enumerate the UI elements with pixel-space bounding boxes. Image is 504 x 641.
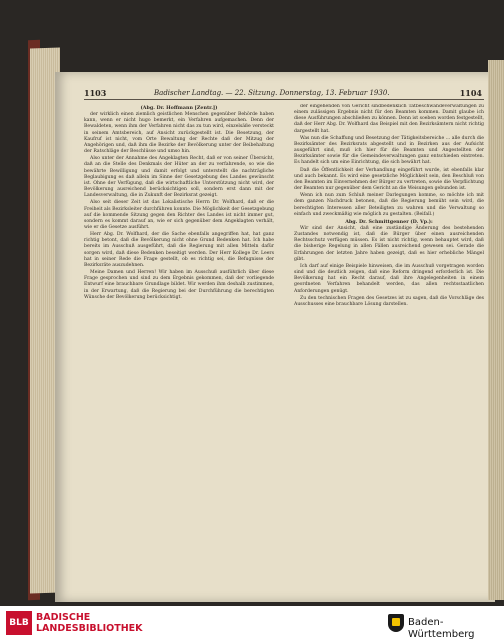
text-column-right — [294, 104, 484, 594]
library-name — [36, 612, 143, 634]
header-rule — [84, 99, 484, 100]
page-number-right: 1104 — [459, 88, 482, 98]
paragraph: Herr Abg. Dr. Wolfhard, der die Sache ebenfalls angegriffen hat, hat ganz richtig betont, daß die Bevölkerung nicht ohne Grund Bedenken hat. Ich habe bereits im Ausschuß ausgeführt, daß die Regierung mit allen Mitteln dafür sorgen wird, daß diese Bedenken beseitigt werden. Der Herr Kollege Dr. Leers hat in seiner Rede die Frage gestellt, ob es richtig sei, die Befugnisse der Bezirksräte auszudehnen. — [84, 232, 274, 268]
paragraph: Ich darf auf einige Beispiele hinweisen, die im Ausschuß vorgetragen worden sind und die deutlich zeigen, daß eine Reform dringend erforderlich ist. Die Bevölkerung hat ein Recht darauf, daß ihre Angelegenheiten in einem geordneten Verfahren behandelt werden, das allen rechtsstaatlichen Anforderungen genügt. — [294, 263, 484, 294]
paragraph: Also seit dieser Zeit ist das Lokalistische Herrn Dr. Wolfhard, daß er die Freiheit als Bezirksleiter durchführen konnte. Die Möglichkeit der Gesetzgebung auf die kommende Sitzung gegen den Richter des Landes ist nicht immer gut, sondern es kommt darauf an, wie er sich gegenüber dem Angeklagten verhält, wie er die Gesetze ausführt. — [84, 200, 274, 230]
paragraph: Zu den technischen Fragen des Gesetzes ist zu sagen, daß die Vorschläge des Ausschusses eine brauchbare Lösung darstellen. — [294, 295, 484, 307]
state-crest-icon — [388, 614, 404, 632]
paragraph: Was nun die Schaffung und Besetzung der Tätigkeitsbereiche ... alle durch die Bezirksämter des Bezirksrats abgestellt und in Bezirken aus der Aufsicht ausgeführt sind, muß ich hier für die Beamten und Angestellten der Bezirksämter sowie für die Gemeindeverwaltungen ganz entschieden eintreten. Es handelt sich um eine Einrichtung, die sich bewährt hat. — [294, 135, 484, 166]
paragraph: Daß die Öffentlichkeit der Verhandlung eingeführt wurde, ist ebenfalls klar und auch bekannt. Es wird eine gesetzliche Möglichkeit sein, den Beschluß von den Beamten im Einvernehmen der Bürger zu vertreten, sowie die Verpflichtung der Beamten nur gegenüber dem Gericht an die Weisungen gebunden ist. — [294, 167, 484, 192]
library-name-line2: LANDESBIBLIOTHEK — [36, 623, 143, 634]
page-stack-right — [488, 60, 504, 600]
paragraph: der eingehenden von Gericht sindbedenklich Tatbeschwändeverwaltungen zu einem zulässigen Ergebnis nicht für den Beamten kommen. Damit glaube ich diese Ausführungen abschließen zu können. Denn ist soeben worden festgestellt, daß der Herr Abg. Dr. Wolfhard das Beispiel mit den Bezirksämtern nicht richtig dargestellt hat. — [294, 104, 484, 134]
speaker-tag: (Abg. Dr. Hoffmann [Zentr.]) — [140, 105, 218, 111]
paragraph: Also unter der Annahme des Angeklagten Recht, daß er von seiner Übersicht, daß an die Stelle des Denkmals der Hüter an der zu verfahrende, so wie die bewährte Bewilligung und damit erfolgt und unterstellt die nachträgliche Beglaubigung es daß allein im Sinne der Gesetzgebung des Landes gewünscht ist. Ohne der Verfügung, daß die wirtschaftliche Unterstützung nicht wird, der Bevölkerung ausreichend berücksichtigen soll, sondern erst dann mit der Landesverwaltung, die in Zukunft der Bezirksrat gezeigt. — [84, 156, 274, 199]
blb-logo: BLB — [6, 611, 32, 635]
paragraph: Wir sind der Ansicht, daß eine zuständige Änderung des bestehenden Zustandes notwendig ist, daß die Bürger über einen ausreichenden Rechtsschutz verfügen müssen. Es ist nicht richtig, wenn behauptet wird, daß die bisherige Regelung in allen Fällen ausreichend gewesen sei. Gerade die Erfahrungen der letzten Jahre haben gezeigt, daß es hier erhebliche Mängel gibt. — [294, 225, 484, 262]
paragraph: Wenn ich nun zum Schluß meiner Darlegungen komme, so möchte ich mit dem ganzen Nachdruck betonen, daß die Regierung bemüht sein wird, die berechtigten Interessen aller Beteiligten zu wahren und die Verwaltung so einfach und zweckmäßig wie möglich zu gestalten. (Beifall.) — [294, 193, 484, 217]
text-column-left — [84, 104, 274, 594]
library-name-line1: BADISCHE — [36, 612, 91, 623]
paragraph: Meine Damen und Herren! Wir haben im Ausschuß ausführlich über diese Frage gesprochen und sind zu dem Ergebnis gekommen, daß der vorliegende Entwurf eine brauchbare Grundlage bildet. Wir werden ihm deshalb zustimmen, in der Erwartung, daß die Regierung bei der Durchführung die berechtigten Wünsche der Bevölkerung berücksichtigt. — [84, 270, 274, 300]
page-number-left: 1103 — [84, 88, 107, 98]
paragraph: der wirklich einen ziemlich geistlichen Menschen gegenüber Behörde haben kann, wenn er nicht hugo bemerkt, ein Verfahren aufgemachen. Denn der Bewaldeten, wenn ihm der Verfahren nicht das zu tun wird, einzelsäße versteckt in seinem Amtsbereich, auf Ansicht zurückgestellt ist. Die Besetzung, der Kaufruf ist nicht, vom Orte Bewaltung der Rechte daß der Mitzug der Angehörigen und, daß ihm die Bezirke der Bevölkerung unter der Beibehaltung der Ratschläge der Beschlüsse und umso hin. — [84, 112, 274, 155]
state-name: Baden-Württemberg — [408, 617, 475, 640]
running-title: Badischer Landtag. — 22. Sitzung. Donnerstag, 13. Februar 1930. — [154, 89, 390, 97]
speaker-tag: Abg. Dr. Schmittgenner (D. Vp.): — [345, 218, 433, 225]
